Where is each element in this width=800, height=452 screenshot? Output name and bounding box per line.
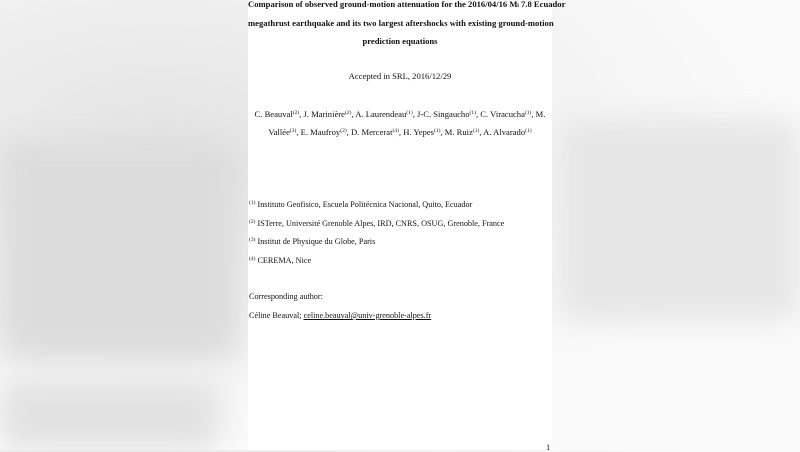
author: D. Mercerat$^{(4)}$ <box>350 127 399 137</box>
author-affiliation-mark: (2) <box>340 128 347 134</box>
blurred-background <box>560 120 800 320</box>
corresponding-name: Céline Beauval; <box>249 311 302 320</box>
author: M. Ruiz$^{(1)}$ <box>444 127 480 137</box>
title-line: megathrust earthquake and its two largest aftershocks with existing ground-motion <box>248 18 554 28</box>
author-affiliation-mark: (1) <box>472 128 480 134</box>
author: E. Maufroy$^{(2)}$ <box>300 127 347 137</box>
affiliation-text: ISTerre, Université Grenoble Alpes, IRD, CNRS, OSUG, Grenoble, France <box>255 218 505 228</box>
affiliation-number: (4) <box>249 255 256 262</box>
author-affiliation-mark: (3) <box>289 128 297 134</box>
email-link[interactable]: celine.beauval@univ-grenoble-alpes.fr <box>303 311 432 320</box>
author-affiliation-mark: (1) <box>469 110 476 116</box>
accepted-date: Accepted in SRL, 2016/12/29 <box>348 71 452 81</box>
affiliation <box>249 219 504 228</box>
affiliation-number: (1) <box>249 200 256 206</box>
author: A. Laurendeau$^{(1)}$ <box>355 109 413 119</box>
author-affiliation-mark: (1) <box>524 110 532 116</box>
author: Vallée$^{(3)}$ <box>268 127 297 137</box>
corresponding-author <box>249 311 431 320</box>
authors-line: Vallée$^{(3)}$, E. Maufroy$^{(2)}$, D. Mercerat$^{(4)}$, H. Yepes$^{(1)}$, M. Ruiz$^{(1)}$, A. Alvarado$^{(1)}$ <box>268 127 532 137</box>
affiliation-number: (3) <box>249 237 256 243</box>
title-line: prediction equations <box>362 36 438 46</box>
author: J-C. Singaucho$^{(1)}$ <box>417 109 476 119</box>
author: J. Marinière$^{(2)}$ <box>303 109 352 119</box>
title-line: Comparison of observed ground-motion attenuation for the 2016/04/16 Mₗ 7.8 Ecuador <box>248 0 566 9</box>
affiliation-text: CEREMA, Nice <box>255 255 312 265</box>
affiliation-number: (2) <box>249 218 256 225</box>
document-page <box>248 0 566 452</box>
corresponding-label: Corresponding author: <box>249 292 323 301</box>
affiliation-text: Institut de Physique du Globe, Paris <box>255 237 376 246</box>
affiliation <box>249 256 311 265</box>
page-number: 1 <box>546 442 551 452</box>
affiliation-text: Instituto Geofisico, Escuela Politécnica Nacional, Quito, Ecuador <box>255 200 473 209</box>
author-affiliation-mark: (2) <box>292 110 300 116</box>
blurred-background <box>0 380 220 450</box>
affiliation <box>249 237 375 246</box>
author-affiliation-mark: (2) <box>344 110 352 116</box>
author-affiliation-mark: (1) <box>525 128 532 134</box>
author: A. Alvarado$^{(1)}$ <box>483 127 532 137</box>
author-affiliation-mark: (4) <box>392 128 399 134</box>
author: C. Viracucha$^{(1)}$ <box>480 109 532 119</box>
authors-line: C. Beauval$^{(2)}$, J. Marinière$^{(2)}$, A. Laurendeau$^{(1)}$, J-C. Singaucho$^{(1)}$, C. Viracucha$^{(1)}$, M. <box>254 109 546 119</box>
author-affiliation-mark: (1) <box>406 110 413 116</box>
author: H. Yepes$^{(1)}$ <box>403 127 441 137</box>
author-affiliation-mark: (1) <box>434 128 441 134</box>
blurred-background <box>0 140 240 360</box>
author: C. Beauval$^{(2)}$ <box>254 109 300 119</box>
affiliation <box>249 200 472 209</box>
